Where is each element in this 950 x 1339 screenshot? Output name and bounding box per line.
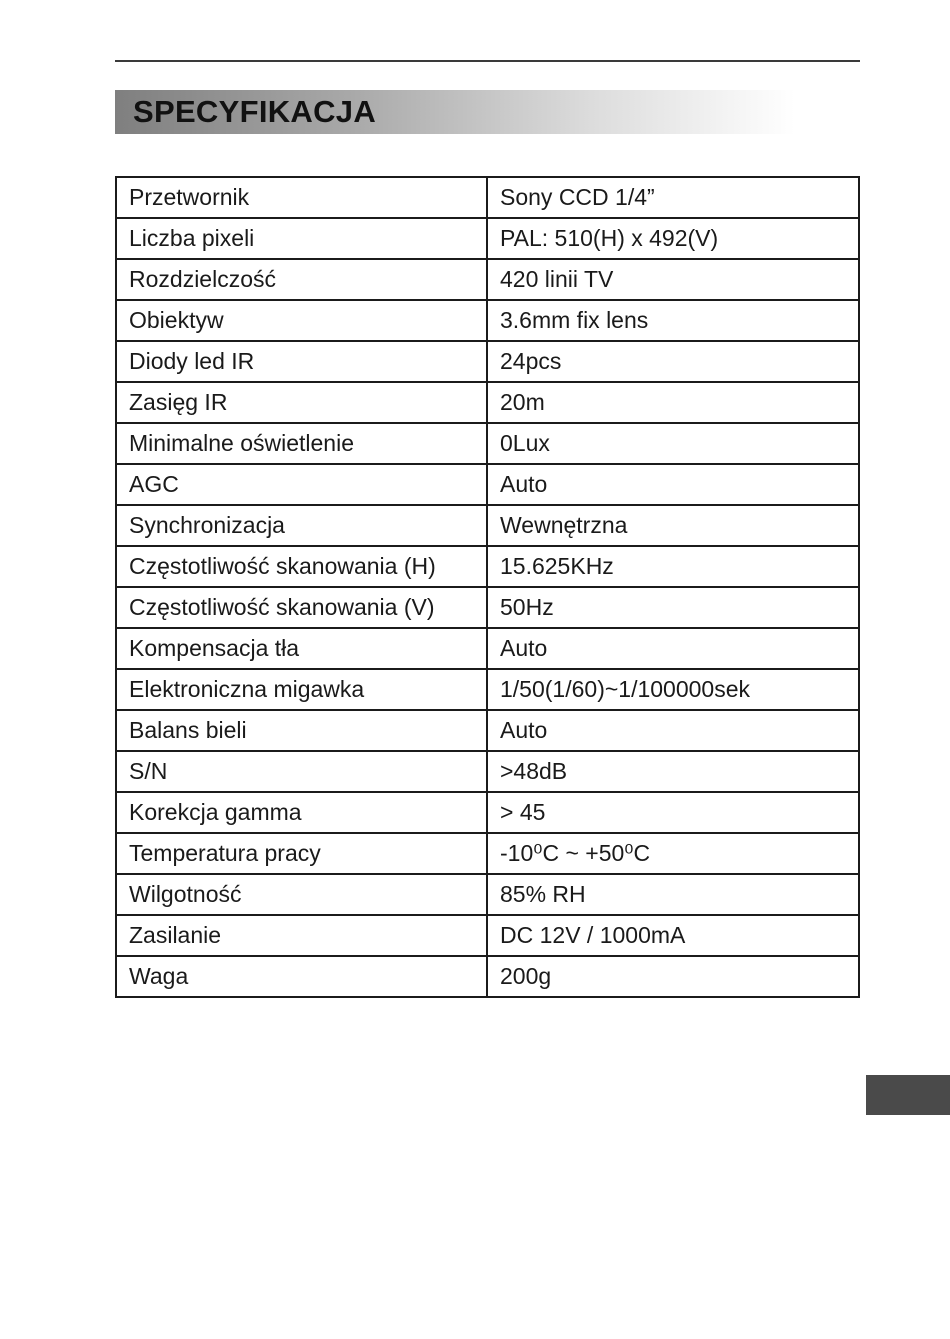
spec-label: Liczba pixeli (116, 218, 487, 259)
table-row (116, 423, 859, 464)
page-title: SPECYFIKACJA (133, 94, 377, 129)
table-row (116, 587, 859, 628)
table-row (116, 300, 859, 341)
table-row (116, 915, 859, 956)
spec-value: 1/50(1/60)~1/100000sek (487, 669, 859, 710)
table-row (116, 259, 859, 300)
spec-value: 85% RH (487, 874, 859, 915)
table-row (116, 751, 859, 792)
table-row (116, 874, 859, 915)
spec-label: Zasięg IR (116, 382, 487, 423)
spec-label: Diody led IR (116, 341, 487, 382)
spec-label: Waga (116, 956, 487, 997)
spec-value: DC 12V / 1000mA (487, 915, 859, 956)
spec-value: PAL: 510(H) x 492(V) (487, 218, 859, 259)
spec-value: >48dB (487, 751, 859, 792)
section-tab-marker (866, 1075, 950, 1115)
spec-value: 0Lux (487, 423, 859, 464)
spec-value: 200g (487, 956, 859, 997)
spec-label: Korekcja gamma (116, 792, 487, 833)
spec-value: -10⁰C ~ +50⁰C (487, 833, 859, 874)
table-row (116, 956, 859, 997)
table-row (116, 382, 859, 423)
spec-label: Temperatura pracy (116, 833, 487, 874)
spec-value: > 45 (487, 792, 859, 833)
spec-label: S/N (116, 751, 487, 792)
table-row (116, 833, 859, 874)
spec-label: Częstotliwość skanowania (H) (116, 546, 487, 587)
spec-label: Kompensacja tła (116, 628, 487, 669)
spec-table (115, 176, 860, 998)
spec-value: 3.6mm fix lens (487, 300, 859, 341)
table-row (116, 505, 859, 546)
table-row (116, 546, 859, 587)
header-rule (115, 60, 860, 62)
spec-label: Częstotliwość skanowania (V) (116, 587, 487, 628)
table-row (116, 464, 859, 505)
table-row (116, 669, 859, 710)
spec-value: Auto (487, 710, 859, 751)
spec-label: AGC (116, 464, 487, 505)
spec-value: 20m (487, 382, 859, 423)
spec-label: Minimalne oświetlenie (116, 423, 487, 464)
spec-label: Rozdzielczość (116, 259, 487, 300)
table-row (116, 710, 859, 751)
table-row (116, 792, 859, 833)
spec-value: 50Hz (487, 587, 859, 628)
spec-value: Sony CCD 1/4” (487, 177, 859, 218)
spec-label: Zasilanie (116, 915, 487, 956)
spec-value: 24pcs (487, 341, 859, 382)
table-row (116, 177, 859, 218)
spec-label: Balans bieli (116, 710, 487, 751)
spec-value: 420 linii TV (487, 259, 859, 300)
spec-label: Wilgotność (116, 874, 487, 915)
table-row (116, 628, 859, 669)
spec-value: Auto (487, 464, 859, 505)
spec-value: 15.625KHz (487, 546, 859, 587)
spec-label: Elektroniczna migawka (116, 669, 487, 710)
spec-label: Obiektyw (116, 300, 487, 341)
table-row (116, 218, 859, 259)
spec-label: Synchronizacja (116, 505, 487, 546)
spec-value: Auto (487, 628, 859, 669)
table-row (116, 341, 859, 382)
spec-label: Przetwornik (116, 177, 487, 218)
spec-value: Wewnętrzna (487, 505, 859, 546)
